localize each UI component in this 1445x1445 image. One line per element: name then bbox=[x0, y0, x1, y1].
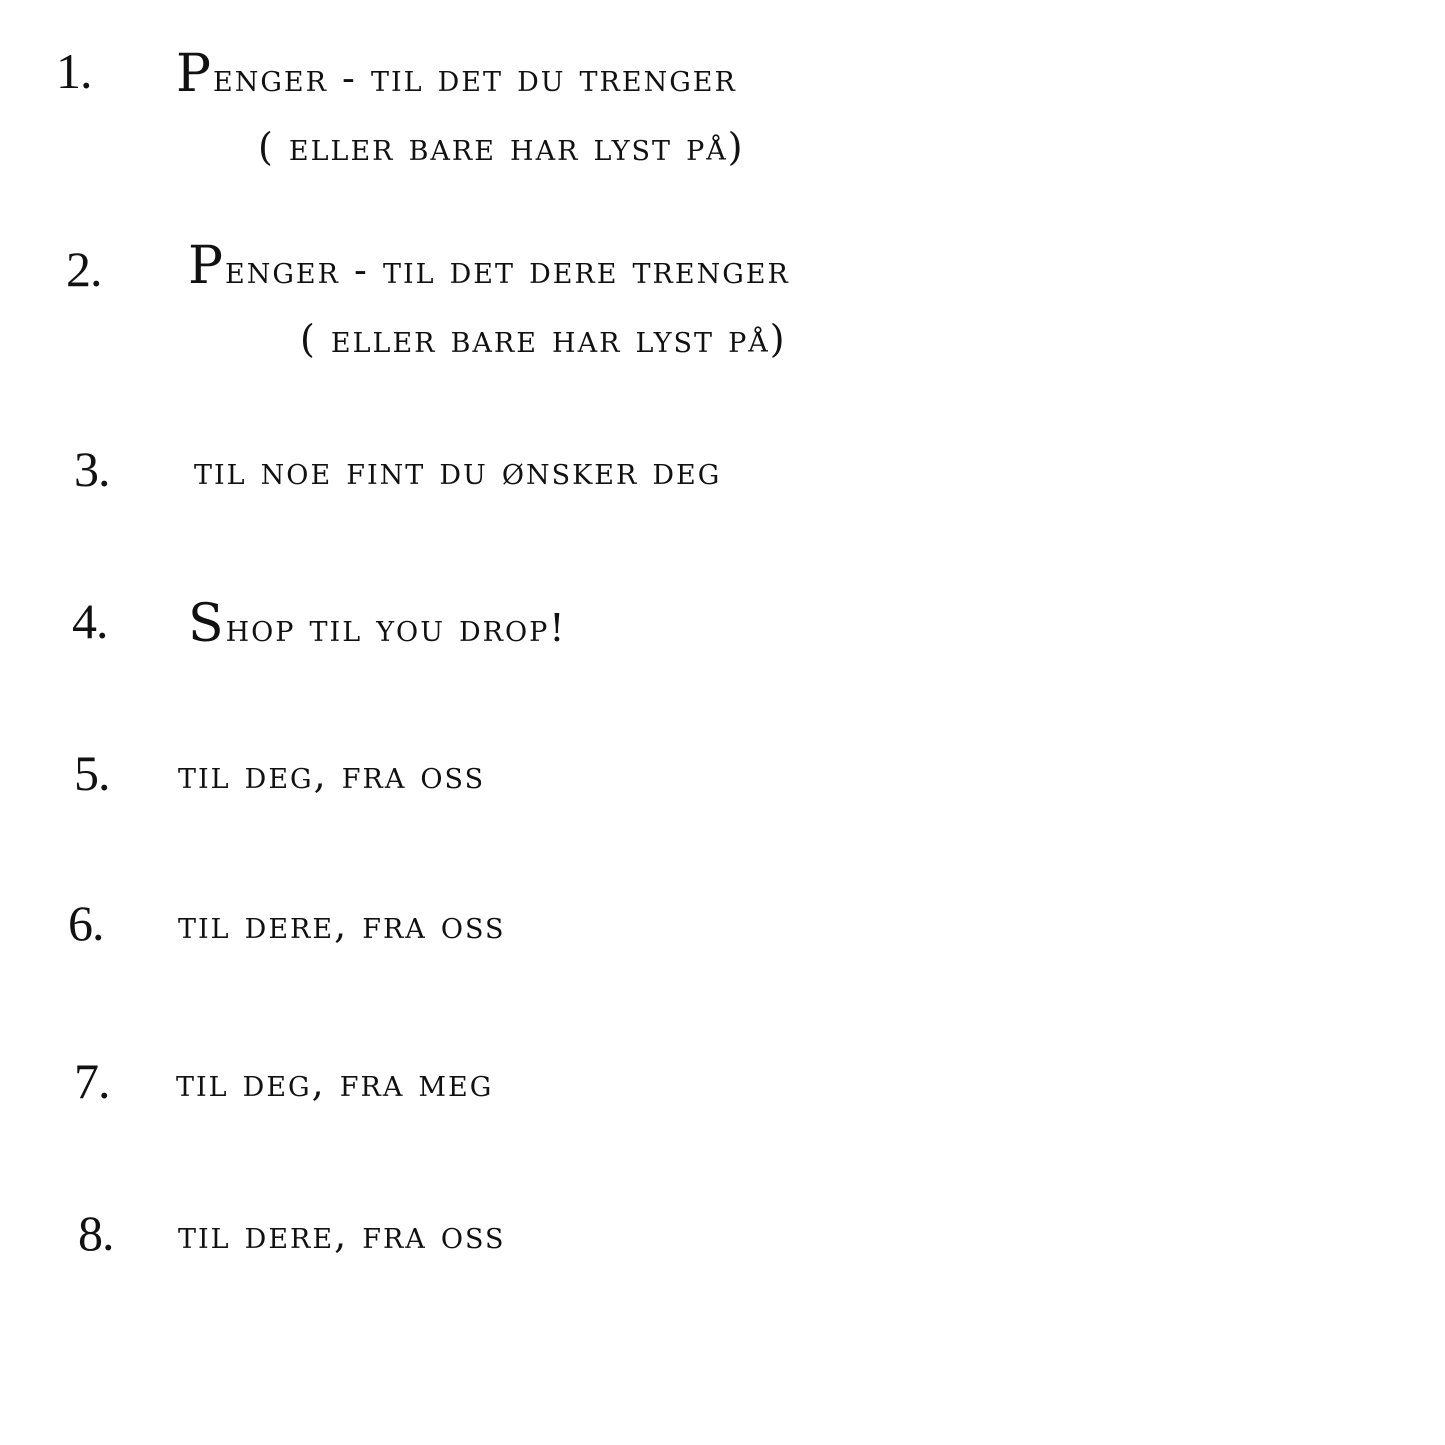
item-text-line1: til noe fint du ønsker deg bbox=[194, 449, 722, 493]
item-number: 2. bbox=[66, 241, 102, 297]
item-number: 7. bbox=[74, 1053, 110, 1109]
item-number: 1. bbox=[56, 43, 92, 99]
item-text-line2: ( eller bare har lyst på) bbox=[300, 317, 787, 361]
item-text-line2: ( eller bare har lyst på) bbox=[258, 125, 745, 169]
item-number: 6. bbox=[68, 895, 104, 951]
item-text-line1: til dere, fra oss bbox=[178, 1213, 506, 1257]
item-text-line1: Shop til you drop! bbox=[188, 594, 567, 654]
item-number: 8. bbox=[78, 1205, 114, 1261]
item-text-line1: Penger - til det du trenger bbox=[176, 44, 737, 104]
item-text-line1: til deg, fra meg bbox=[176, 1061, 494, 1105]
item-text-line1: til dere, fra oss bbox=[178, 903, 506, 947]
item-number: 3. bbox=[74, 441, 110, 497]
item-number: 4. bbox=[72, 593, 108, 649]
item-number: 5. bbox=[74, 745, 110, 801]
item-text-line1: til deg, fra oss bbox=[178, 753, 486, 797]
item-text-line1: Penger - til det dere trenger bbox=[188, 236, 790, 296]
